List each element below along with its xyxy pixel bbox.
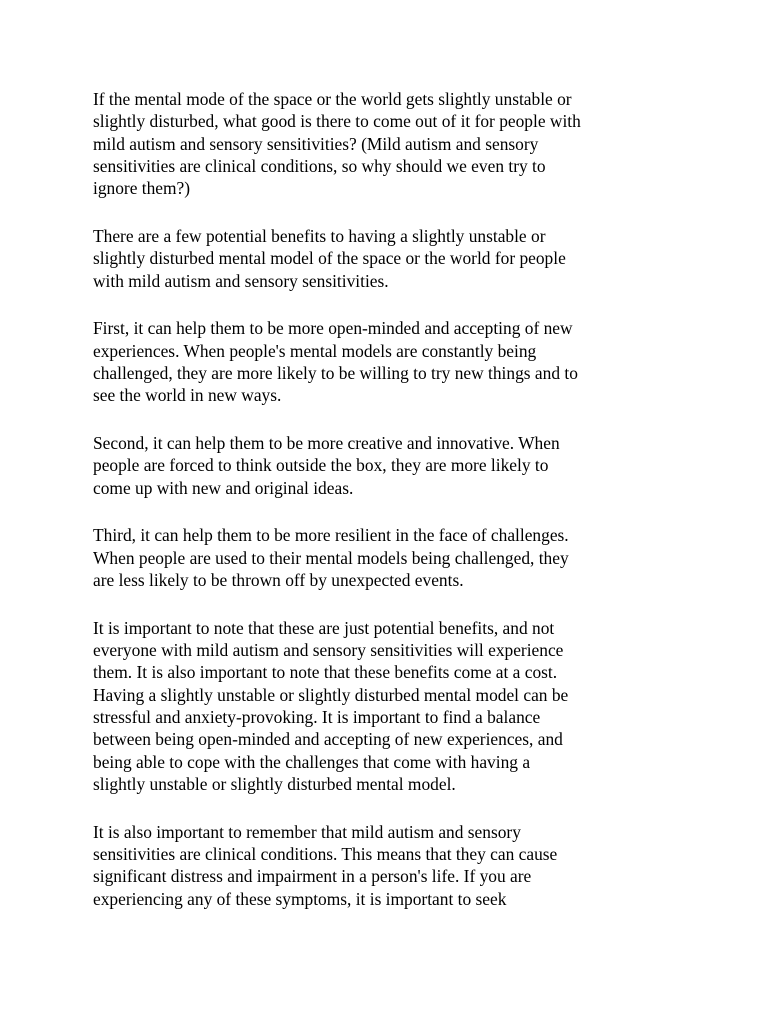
text-line: Third, it can help them to be more resilient in the face of challenges.: [93, 525, 569, 546]
paragraph-intro: [93, 225, 693, 292]
paragraph-caveat: [93, 617, 693, 795]
text-line: slightly disturbed, what good is there to come out of it for people with: [93, 111, 581, 132]
text-line: between being open-minded and accepting of new experiences, and: [93, 729, 563, 750]
text-line: sensitivities are clinical conditions, so why should we even try to: [93, 155, 546, 176]
text-line: Having a slightly unstable or slightly disturbed mental model can be: [93, 684, 569, 705]
text-line: It is important to note that these are just potential benefits, and not: [93, 617, 555, 638]
text-line: them. It is also important to note that these benefits come at a cost.: [93, 662, 558, 683]
text-line: experiences. When people's mental models are constantly being: [93, 340, 537, 361]
text-line: There are a few potential benefits to having a slightly unstable or: [93, 225, 546, 246]
text-line: experiencing any of these symptoms, it is important to seek: [93, 888, 507, 909]
text-line: ignore them?): [93, 178, 191, 199]
text-line: with mild autism and sensory sensitivities.: [93, 270, 389, 291]
text-line: sensitivities are clinical conditions. This means that they can cause: [93, 844, 558, 865]
paragraph-third-benefit: [93, 524, 693, 591]
text-line: First, it can help them to be more open-minded and accepting of new: [93, 318, 573, 339]
text-line: are less likely to be thrown off by unexpected events.: [93, 570, 464, 591]
text-line: If the mental mode of the space or the world gets slightly unstable or: [93, 89, 572, 109]
paragraph-question: [93, 88, 693, 199]
text-line: come up with new and original ideas.: [93, 477, 354, 498]
document-body: [93, 88, 693, 935]
text-line: It is also important to remember that mild autism and sensory: [93, 821, 521, 842]
text-line: slightly disturbed mental model of the space or the world for people: [93, 248, 566, 269]
text-line: significant distress and impairment in a person's life. If you are: [93, 866, 532, 887]
text-line: mild autism and sensory sensitivities? (Mild autism and sensory: [93, 133, 539, 154]
text-line: When people are used to their mental models being challenged, they: [93, 547, 569, 568]
text-line: everyone with mild autism and sensory sensitivities will experience: [93, 640, 564, 661]
text-line: being able to cope with the challenges that come with having a: [93, 751, 531, 772]
paragraph-clinical-note: [93, 821, 693, 910]
text-line: Second, it can help them to be more creative and innovative. When: [93, 433, 560, 454]
text-line: stressful and anxiety-provoking. It is important to find a balance: [93, 707, 541, 728]
text-line: challenged, they are more likely to be willing to try new things and to: [93, 362, 578, 383]
paragraph-first-benefit: [93, 317, 693, 406]
text-line: see the world in new ways.: [93, 385, 282, 406]
text-line: people are forced to think outside the box, they are more likely to: [93, 455, 549, 476]
text-line: slightly unstable or slightly disturbed mental model.: [93, 773, 456, 794]
paragraph-second-benefit: [93, 432, 693, 499]
